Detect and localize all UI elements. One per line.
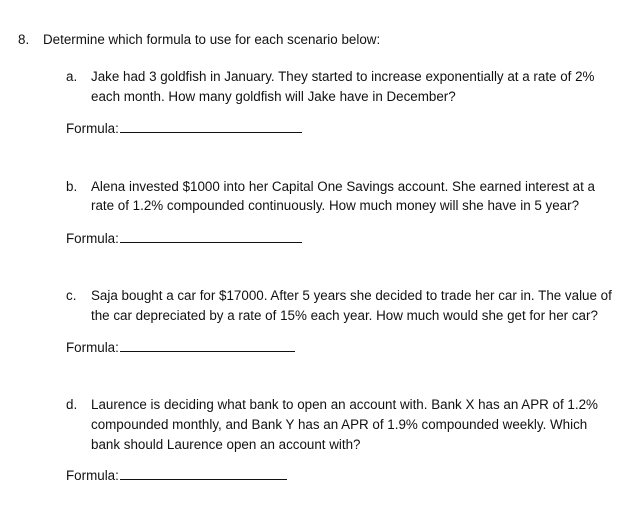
item-d-text-line-2: compounded monthly, and Bank Y has an APR of 1.9% compounded weekly. Which [91, 417, 588, 432]
item-a-text-line-1: Jake had 3 goldfish in January. They started to increase exponentially at a rate of 2% [91, 69, 595, 84]
item-d-formula [66, 465, 287, 485]
item-c-formula [66, 337, 295, 357]
formula-label: Formula: [66, 468, 119, 483]
item-a-formula-blank[interactable] [120, 118, 302, 133]
item-b-formula-blank[interactable] [120, 228, 302, 243]
item-b-text-line-1: Alena invested $1000 into her Capital One Savings account. She earned interest at a [91, 179, 595, 194]
question-number: 8. [18, 32, 30, 47]
item-a-letter: a. [66, 69, 78, 84]
item-b-text-line-2: rate of 1.2% compounded continuously. How much money will she have in 5 year? [91, 198, 580, 213]
item-d-formula-blank[interactable] [120, 465, 287, 480]
question-prompt: Determine which formula to use for each scenario below: [43, 32, 381, 47]
item-d-text-line-3: bank should Laurence open an account with? [91, 437, 361, 452]
item-d-letter: d. [66, 397, 78, 412]
item-c-text-line-1: Saja bought a car for $17000. After 5 years she decided to trade her car in. The value of [91, 288, 612, 303]
formula-label: Formula: [66, 231, 119, 246]
item-b-letter: b. [66, 179, 78, 194]
item-b-formula [66, 228, 302, 248]
item-a-formula [66, 118, 302, 138]
item-c-letter: c. [66, 288, 77, 303]
item-c-formula-blank[interactable] [120, 337, 295, 352]
item-c-text-line-2: the car depreciated by a rate of 15% each year. How much would she get for her car? [91, 308, 598, 323]
formula-label: Formula: [66, 121, 119, 136]
item-d-text-line-1: Laurence is deciding what bank to open an account with. Bank X has an APR of 1.2% [91, 397, 598, 412]
formula-label: Formula: [66, 340, 119, 355]
item-a-text-line-2: each month. How many goldfish will Jake have in December? [91, 89, 456, 104]
